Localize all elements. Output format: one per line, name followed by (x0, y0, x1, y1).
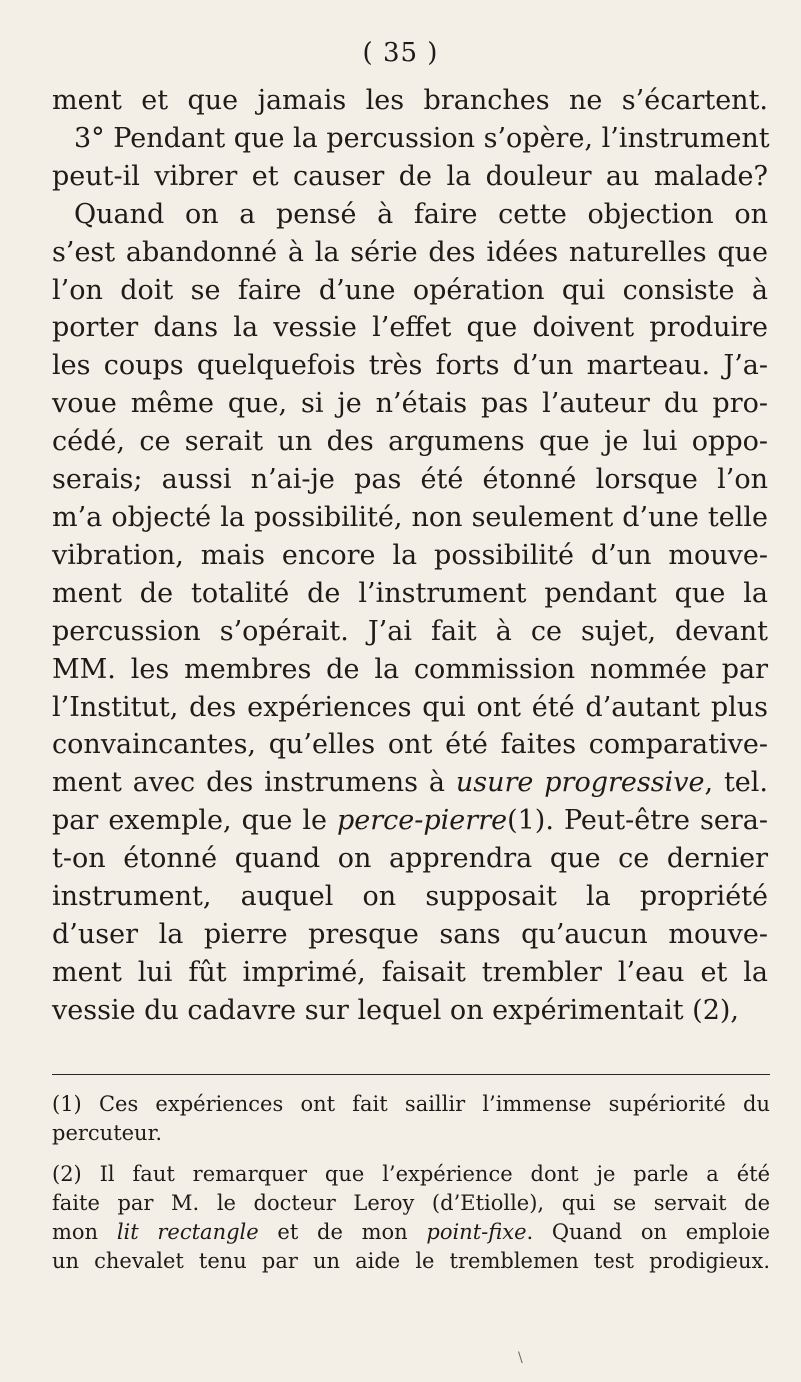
footnote-line: un chevalet tenu par un aide le tremblemen test prodigieux. (52, 1249, 770, 1273)
text-line: porter dans la vessie l’effet que doivent produire (52, 312, 768, 344)
text-line: Quand on a pensé à faire cette objection on (74, 198, 768, 230)
footnote-line: (1) Ces expériences ont fait saillir l’immense supériorité du (52, 1092, 770, 1116)
text-line: vessie du cadavre sur lequel on expérimentait (2), (52, 994, 739, 1026)
text-line: MM. les membres de la commission nommée par (52, 653, 768, 685)
stray-print-mark: \ (518, 1350, 523, 1366)
text-segment: (1). Peut-être sera- (507, 805, 768, 837)
footnotes (52, 1090, 770, 1276)
italic-term: perce-pierre (337, 805, 508, 837)
text-line: serais; aussi n’ai-je pas été étonné lorsque l’on (52, 464, 768, 496)
text-line: m’a objecté la possibilité, non seulement d’une telle (52, 501, 768, 533)
text-line: cédé, ce serait un des argumens que je lui oppo- (52, 426, 768, 458)
text-line: peut-il vibrer et causer de la douleur au malade? (52, 160, 768, 192)
text-line: les coups quelquefois très forts d’un marteau. J’a- (52, 350, 768, 382)
main-text (52, 82, 768, 1030)
text-line: voue même que, si je n’étais pas l’auteur du pro- (52, 388, 768, 420)
text-segment: mon (52, 1220, 99, 1244)
text-line: ment et que jamais les branches ne s’écartent. (52, 85, 768, 116)
footnote-line: faite par M. le docteur Leroy (d’Etiolle), qui se servait de (52, 1191, 770, 1215)
text-line: ment de totalité de l’instrument pendant que la (52, 577, 768, 609)
text-line: t-on étonné quand on apprendra que ce dernier (52, 843, 768, 875)
italic-term: lit rectangle (116, 1220, 259, 1244)
text-line: d’user la pierre presque sans qu’aucun mouve- (52, 918, 768, 950)
footnote-gap (52, 1148, 770, 1160)
text-line: convaincantes, qu’elles ont été faites comparative- (52, 729, 768, 761)
text-line: instrument, auquel on supposait la propriété (52, 881, 768, 913)
italic-term: usure progressive (455, 767, 705, 799)
text-line: l’on doit se faire d’une opération qui consiste à (52, 274, 768, 306)
text-line: 3° Pendant que la percussion s’opère, l’instrument (74, 122, 770, 154)
footnote-line: percuteur. (52, 1121, 162, 1145)
footnote-line (52, 1218, 770, 1247)
page-number: ( 35 ) (362, 38, 439, 68)
text-line: ment lui fût imprimé, faisait trembler l’eau et la (52, 956, 768, 988)
text-line (52, 764, 768, 802)
text-segment: , tel. (704, 767, 768, 799)
text-segment: ment avec des instrumens à (52, 767, 445, 799)
text-line (52, 802, 768, 840)
text-segment: . Quand on emploie (526, 1220, 770, 1244)
text-line: l’Institut, des expériences qui ont été d’autant plus (52, 691, 768, 723)
text-line: vibration, mais encore la possibilité d’un mouve- (52, 539, 768, 571)
footnote-line: (2) Il faut remarquer que l’expérience dont je parle a été (52, 1162, 770, 1186)
footnote-divider (52, 1074, 770, 1075)
text-line: s’est abandonné à la série des idées naturelles que (52, 236, 768, 268)
italic-term: point-fixe (426, 1220, 527, 1244)
text-segment: par exemple, que le (52, 805, 327, 837)
text-line: percussion s’opérait. J’ai fait à ce sujet, devant (52, 615, 768, 647)
text-segment: et de mon (277, 1220, 408, 1244)
